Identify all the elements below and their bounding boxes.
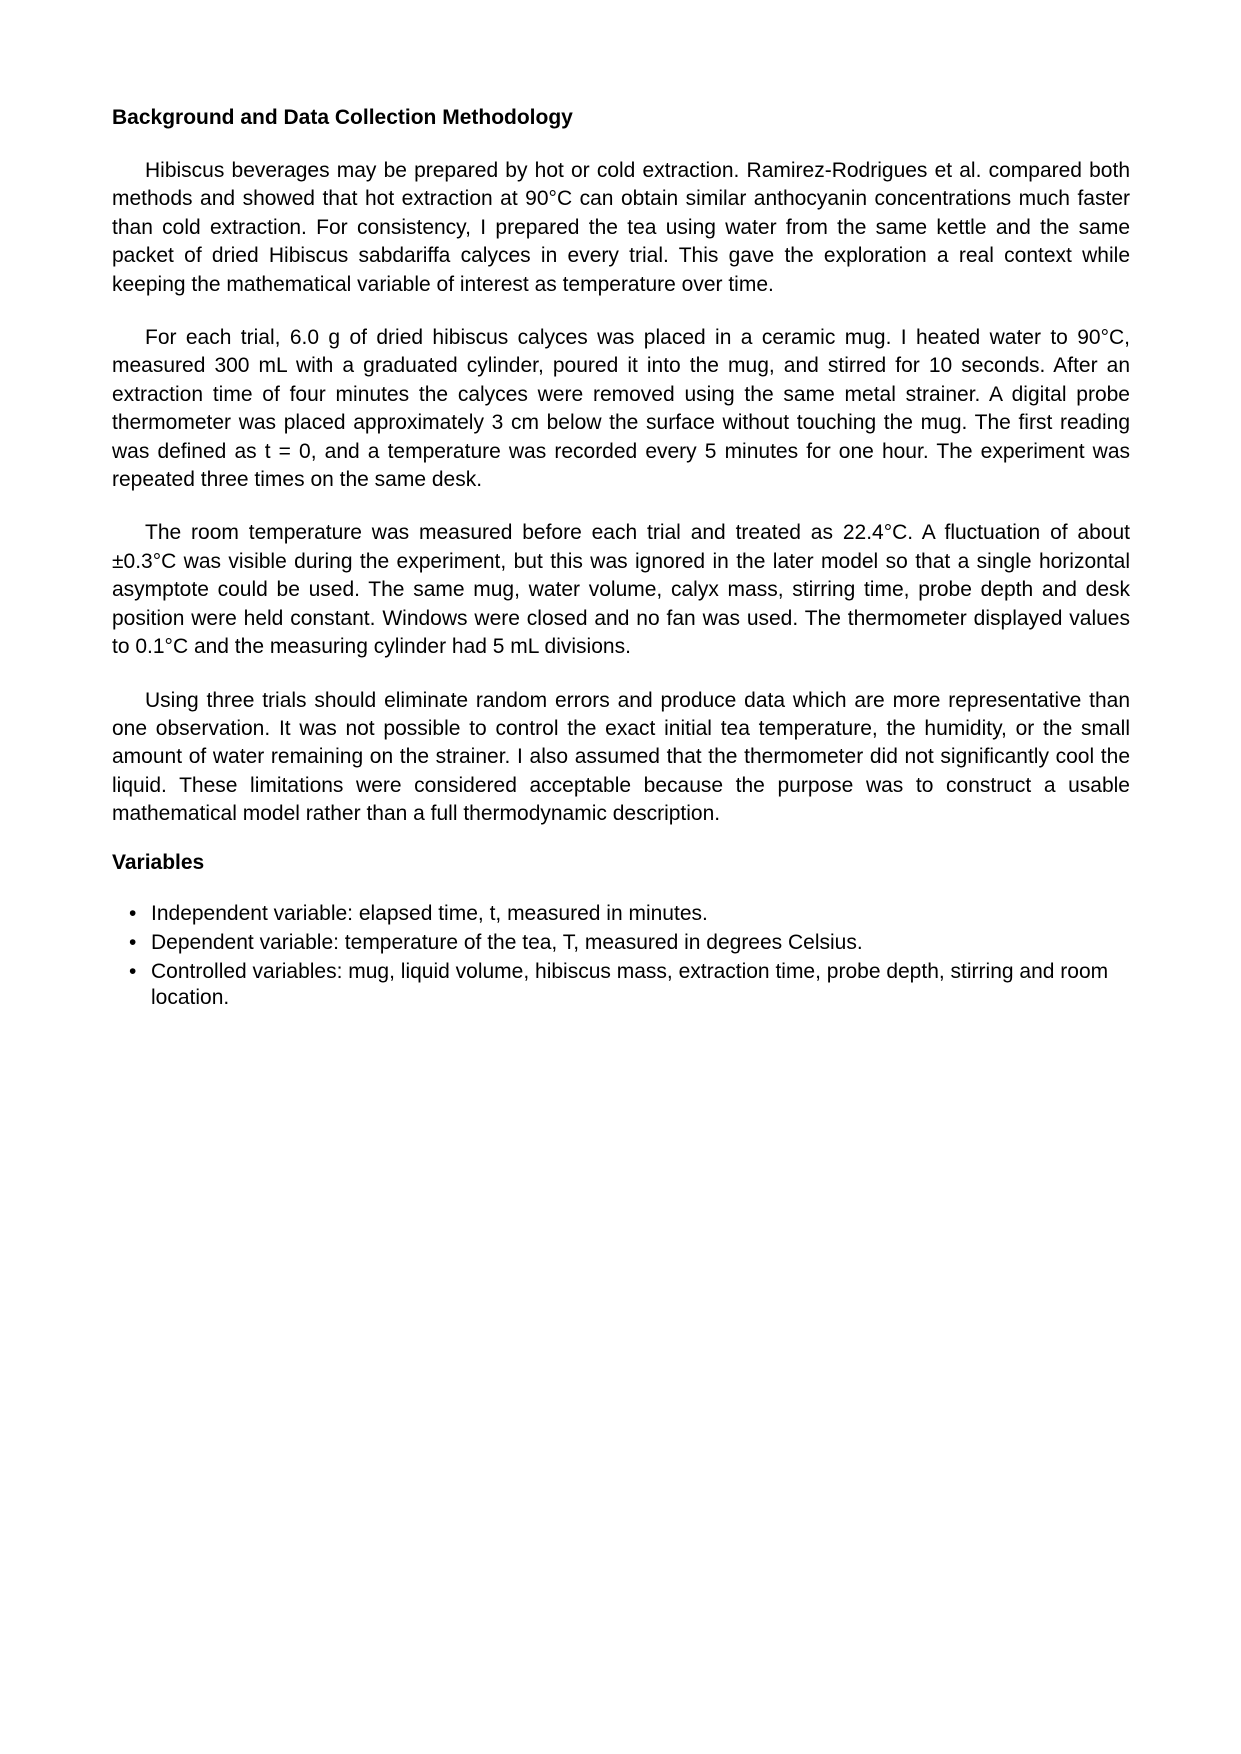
paragraph-4: Using three trials should eliminate random errors and produce data which are more representative than one observation. It was not possible to control the exact initial tea temperature, the humidity, or the small amount of water remaining on the strainer. I also assumed that the thermometer did not significantly cool the liquid. These limitations were considered acceptable because the purpose was to construct a usable mathematical model rather than a full thermodynamic description. — [112, 688, 1130, 826]
paragraph-3: The room temperature was measured before each trial and treated as 22.4°C. A fluctuation of about ±0.3°C was visible during the experiment, but this was ignored in the later model so that a single horizontal asymptote could be used. The same mug, water volume, calyx mass, stirring time, probe depth and desk position were held constant. Windows were closed and no fan was used. The thermometer displayed values to 0.1°C and the measuring cylinder had 5 mL divisions. — [112, 521, 1130, 659]
list-item-text: Dependent variable: temperature of the tea, T, measured in degrees Celsius. — [151, 930, 863, 954]
section-heading-variables: Variables — [112, 850, 205, 874]
list-item — [112, 930, 1130, 956]
bullet-icon: • — [129, 959, 137, 983]
paragraph-2: For each trial, 6.0 g of dried hibiscus calyces was placed in a ceramic mug. I heated water to 90°C, measured 300 mL with a graduated cylinder, poured it into the mug, and stirred for 10 seconds. After an extraction time of four minutes the calyces were removed using the same metal strainer. A digital probe thermometer was placed approximately 3 cm below the surface without touching the mug. The first reading was defined as t = 0, and a temperature was recorded every 5 minutes for one hour. The experiment was repeated three times on the same desk. — [112, 326, 1130, 492]
paragraph-1: Hibiscus beverages may be prepared by hot or cold extraction. Ramirez-Rodrigues et al. compared both methods and showed that hot extraction at 90°C can obtain similar anthocyanin concentrations much faster than cold extraction. For consistency, I prepared the tea using water from the same kettle and the same packet of dried Hibiscus sabdariffa calyces in every trial. This gave the exploration a real context while keeping the mathematical variable of interest as temperature over time. — [112, 159, 1130, 296]
list-item — [112, 959, 1130, 1011]
variables-list — [112, 901, 1130, 1011]
list-item-text: Independent variable: elapsed time, t, measured in minutes. — [151, 901, 708, 925]
list-item — [112, 901, 1130, 927]
section-heading-background: Background and Data Collection Methodology — [112, 106, 573, 129]
list-item-text: Controlled variables: mug, liquid volume, hibiscus mass, extraction time, probe depth, stirring and room location. — [151, 959, 1109, 1009]
bullet-icon: • — [129, 930, 137, 954]
bullet-icon: • — [129, 901, 137, 925]
document-page — [112, 104, 1130, 1014]
